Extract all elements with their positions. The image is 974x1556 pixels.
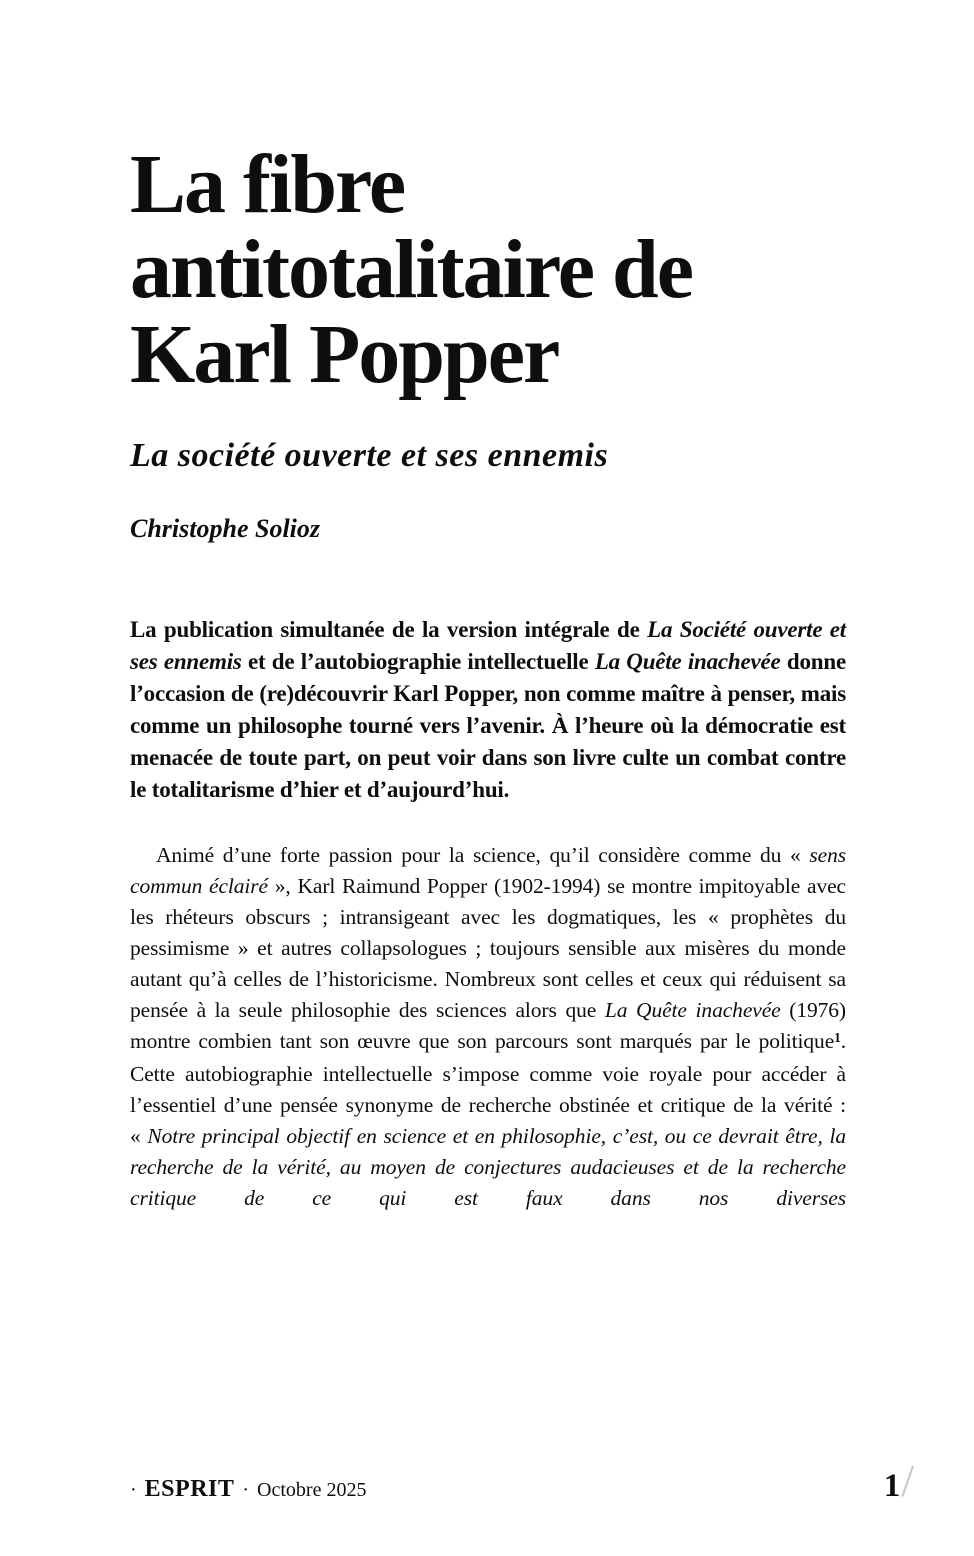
lede-paragraph — [130, 614, 846, 806]
italic-run: Notre principal objectif en science et en philosophie, c’est, ou ce devrait être, la recherche de la vérité, au moyen de conjectures audacieuses et de la recherche critique de ce qui est faux dans nos diverses — [130, 1124, 846, 1210]
text-run: », Karl Raimund Popper (1902-1994) se montre impitoyable avec les rhéteurs obscurs ; intransigeant avec les dogmatiques, les « prophètes du pessimisme » et autres collapsologues ; toujours sensible aux misères du monde autant qu’à celles de l’historicisme. Nombreux sont celles et ceux qui réduisent sa pensée à la seule philosophie des sciences alors que — [130, 874, 846, 1022]
text-run: donne l’occasion de (re)découvrir Karl Popper, non comme maître à penser, mais comme un philosophe tourné vers l’avenir. À l’heure où la démocratie est menacée de toute part, on peut voir dans son livre culte un combat contre le totalitarisme d’hier et d’aujourd’hui. — [130, 649, 846, 802]
text-run: et de l’autobiographie intellectuelle — [241, 649, 595, 674]
article-title: La fibre antitotalitaire de Karl Popper — [130, 138, 693, 401]
article-subtitle: La société ouverte et ses ennemis — [130, 437, 609, 474]
italic-run: La Quête inachevée — [604, 998, 781, 1022]
page-footer — [130, 1455, 914, 1506]
italic-run: sens commun éclairé — [130, 843, 846, 898]
italic-run: La Société ouverte et ses ennemis — [130, 617, 847, 674]
page-number-value: 1 — [883, 1468, 901, 1504]
separator-dot: · — [130, 1479, 137, 1501]
text-run: (1976) montre combien tant son œuvre que son parcours sont marqués par le politique — [130, 998, 846, 1053]
text-run: La publication simultanée de la version intégrale de — [130, 617, 648, 642]
separator-dot: · — [242, 1479, 250, 1501]
text-run: Animé d’une forte passion pour la science, qu’il considère comme du « — [156, 843, 810, 867]
journal-name: ESPRIT — [144, 1476, 235, 1502]
footnote-ref: 1 — [834, 1030, 841, 1046]
page-number — [883, 1455, 914, 1506]
page-number-slash: / — [901, 1455, 914, 1506]
italic-run: La Quête inachevée — [594, 649, 781, 674]
article-author: Christophe Solioz — [130, 514, 321, 543]
body-paragraph — [130, 840, 846, 1214]
text-run: . Cette autobiographie intellectuelle s’impose comme voie royale pour accéder à l’essentiel d’une pensée synonyme de recherche obstinée et critique de la vérité : « — [130, 1029, 846, 1148]
article-content — [130, 0, 846, 1214]
issue-date: Octobre 2025 — [257, 1479, 367, 1501]
journal-imprint — [130, 1476, 366, 1503]
